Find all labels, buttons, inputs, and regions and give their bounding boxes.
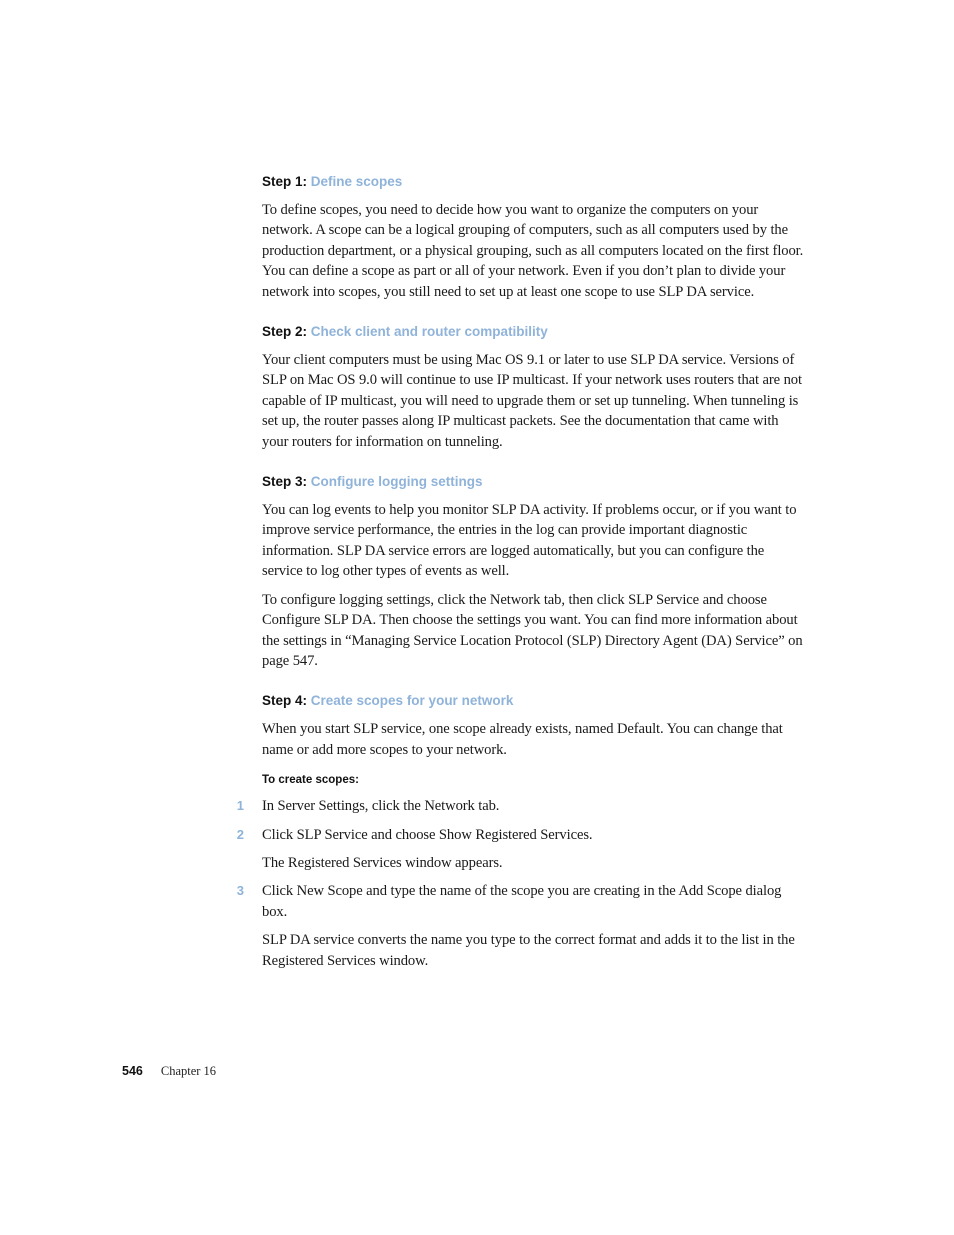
page-footer [122,1062,216,1080]
step-4-heading [262,691,807,711]
step-1-heading [262,172,807,192]
step-4-paragraph: When you start SLP service, one scope already exists, named Default. You can change that name or add more scopes to your network. [262,721,783,758]
procedure-number-3: 3 [236,883,244,899]
procedure-result-2 [262,853,807,873]
procedure-number-1: 1 [236,798,244,814]
step-1-title: Define scopes [310,174,403,189]
procedure-item-2 [236,825,807,845]
chapter-label: Chapter 16 [160,1064,217,1078]
step-4-title: Create scopes for your network [310,693,514,709]
step-4-section [262,691,807,760]
procedure-item-3 [236,881,807,922]
procedure-result-3 [262,930,807,971]
page-content [236,172,807,979]
step-3-heading [262,472,807,492]
procedure-text-2: Click SLP Service and choose Show Registered Services. [262,826,593,843]
step-3-title: Configure logging settings [310,474,483,490]
step-3-prefix: Step 3: [262,474,311,490]
procedure-number-2: 2 [236,826,244,842]
step-3-paragraph-1: You can log events to help you monitor SLP DA activity. If problems occur, or if you want to improve service performance, the entries in the log can provide important diagnostic information. SLP DA service errors are logged automatically, but you can configure the service to log other types of events as well. [262,502,797,580]
step-2-prefix: Step 2: [262,324,311,340]
procedure-result-text-2: The Registered Services window appears. [262,854,503,871]
procedure-text-1: In Server Settings, click the Network tab. [262,798,500,815]
procedure-heading: To create scopes: [262,774,359,787]
step-2-title: Check client and router compatibility [310,324,548,340]
step-2-heading [262,322,807,342]
step-3-paragraph-2: To configure logging settings, click the Network tab, then click SLP Service and choose Configure SLP DA. Then choose the settings you want. You can find more information about the settings in “Managing Service Location Protocol (SLP) Directory Agent (DA) Service” on page 547. [262,591,803,669]
step-1-prefix: Step 1: [262,174,311,189]
procedure-result-text-3: SLP DA service converts the name you type to the correct format and adds it to the list in the Registered Services window. [262,932,795,969]
step-1-paragraph: To define scopes, you need to decide how you want to organize the computers on your network. A scope can be a logical grouping of computers, such as all computers used by the production department, or a physical grouping, such as all computers located on the first floor. You can define a scope as part or all of your network. Even if you don’t plan to divide your network into scopes, you still need to set up at least one scope to use SLP DA service. [262,202,804,300]
procedure-item-1 [236,796,807,816]
step-2-paragraph: Your client computers must be using Mac OS 9.1 or later to use SLP DA service. Versions of SLP on Mac OS 9.0 will continue to use IP multicast. If your network uses routers that are not capable of IP multicast, you will need to upgrade them or set up tunneling. When tunneling is set up, the router passes along IP multicast packets. See the documentation that came with your routers for information on tunneling. [262,352,802,450]
step-1-section [262,172,807,302]
step-4-prefix: Step 4: [262,693,311,709]
step-2-section [262,322,807,452]
step-3-section [262,472,807,671]
procedure-text-3: Click New Scope and type the name of the scope you are creating in the Add Scope dialog box. [262,883,782,920]
page-number: 546 [122,1064,143,1078]
